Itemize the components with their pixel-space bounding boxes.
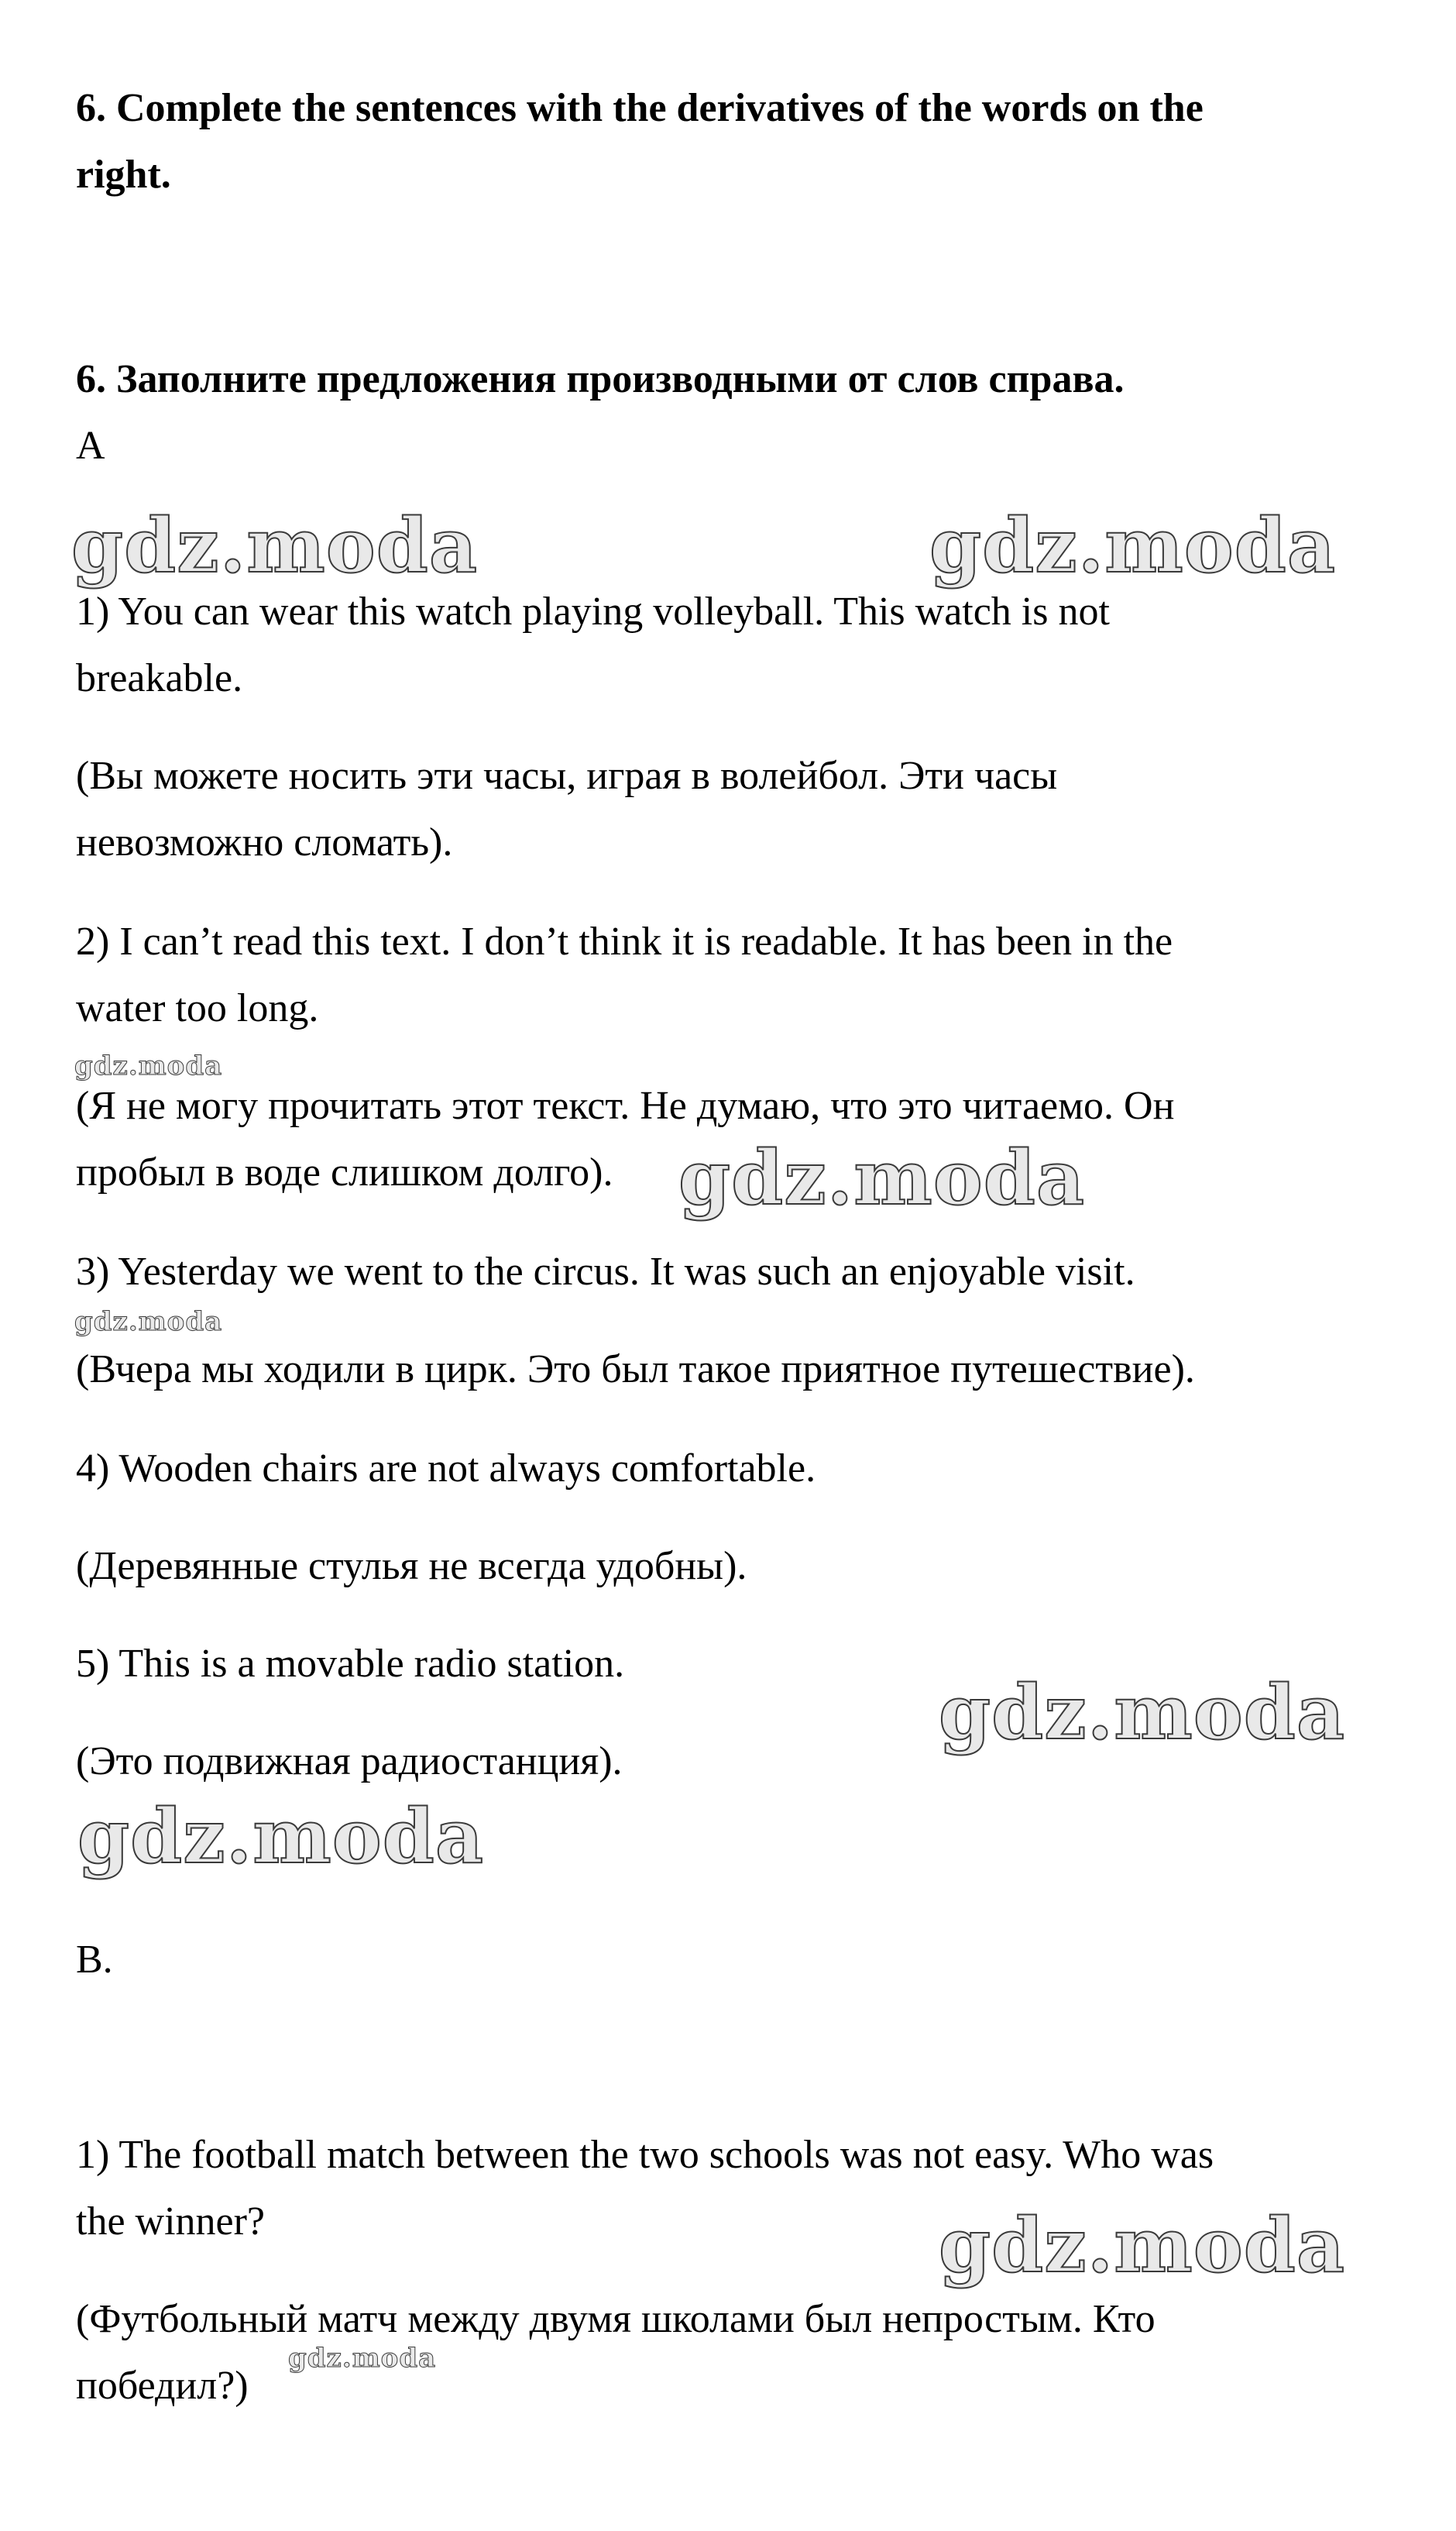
item-b1-ru-line2: победил?) xyxy=(76,2364,249,2408)
task-title-en-line2: right. xyxy=(76,153,171,197)
item-a1-ru-line2: невозможно сломать). xyxy=(76,820,453,865)
item-a1-en-line2: breakable. xyxy=(76,656,243,700)
item-a4-ru-line1: (Деревянные стулья не всегда удобны). xyxy=(76,1544,747,1588)
watermark: gdz.moda xyxy=(71,502,479,590)
task-title-en-line1: 6. Complete the sentences with the derivatives of the words on the xyxy=(76,86,1204,130)
section-b-label: B. xyxy=(76,1938,113,1982)
item-b1-en-line1: 1) The football match between the two schools was not easy. Who was xyxy=(76,2133,1214,2177)
task-title-ru: 6. Заполните предложения производными от слов справа. xyxy=(76,357,1125,401)
watermark: gdz.moda xyxy=(74,1306,223,1337)
item-b1-ru-line1: (Футбольный матч между двумя школами был непростым. Кто xyxy=(76,2297,1156,2341)
item-a2-en-line2: water too long. xyxy=(76,986,319,1030)
watermark: gdz.moda xyxy=(939,1669,1346,1756)
watermark: gdz.moda xyxy=(939,2202,1346,2289)
item-a3-ru-line1: (Вчера мы ходили в цирк. Это был такое приятное путешествие). xyxy=(76,1347,1195,1391)
watermark: gdz.moda xyxy=(929,502,1337,590)
item-a5-ru-line1: (Это подвижная радиостанция). xyxy=(76,1739,623,1783)
item-a5-en-line1: 5) This is a movable radio station. xyxy=(76,1642,625,1686)
watermark: gdz.moda xyxy=(74,1051,223,1082)
item-a2-ru-line1: (Я не могу прочитать этот текст. Не думаю, что это читаемо. Он xyxy=(76,1084,1175,1128)
item-b1-en-line2: the winner? xyxy=(76,2199,266,2244)
item-a4-en-line1: 4) Wooden chairs are not always comfortable. xyxy=(76,1446,816,1491)
section-a-label: A xyxy=(76,424,105,468)
item-a3-en-line1: 3) Yesterday we went to the circus. It was such an enjoyable visit. xyxy=(76,1250,1135,1294)
item-a1-ru-line1: (Вы можете носить эти часы, играя в волейбол. Эти часы xyxy=(76,754,1058,798)
item-a1-en-line1: 1) You can wear this watch playing volleyball. This watch is not xyxy=(76,590,1110,634)
item-a2-en-line1: 2) I can’t read this text. I don’t think it is readable. It has been in the xyxy=(76,920,1173,964)
watermark: gdz.moda xyxy=(288,2343,437,2374)
watermark: gdz.moda xyxy=(77,1793,485,1880)
item-a2-ru-line2: пробыл в воде слишком долго). xyxy=(76,1150,613,1195)
watermark: gdz.moda xyxy=(678,1134,1086,1222)
